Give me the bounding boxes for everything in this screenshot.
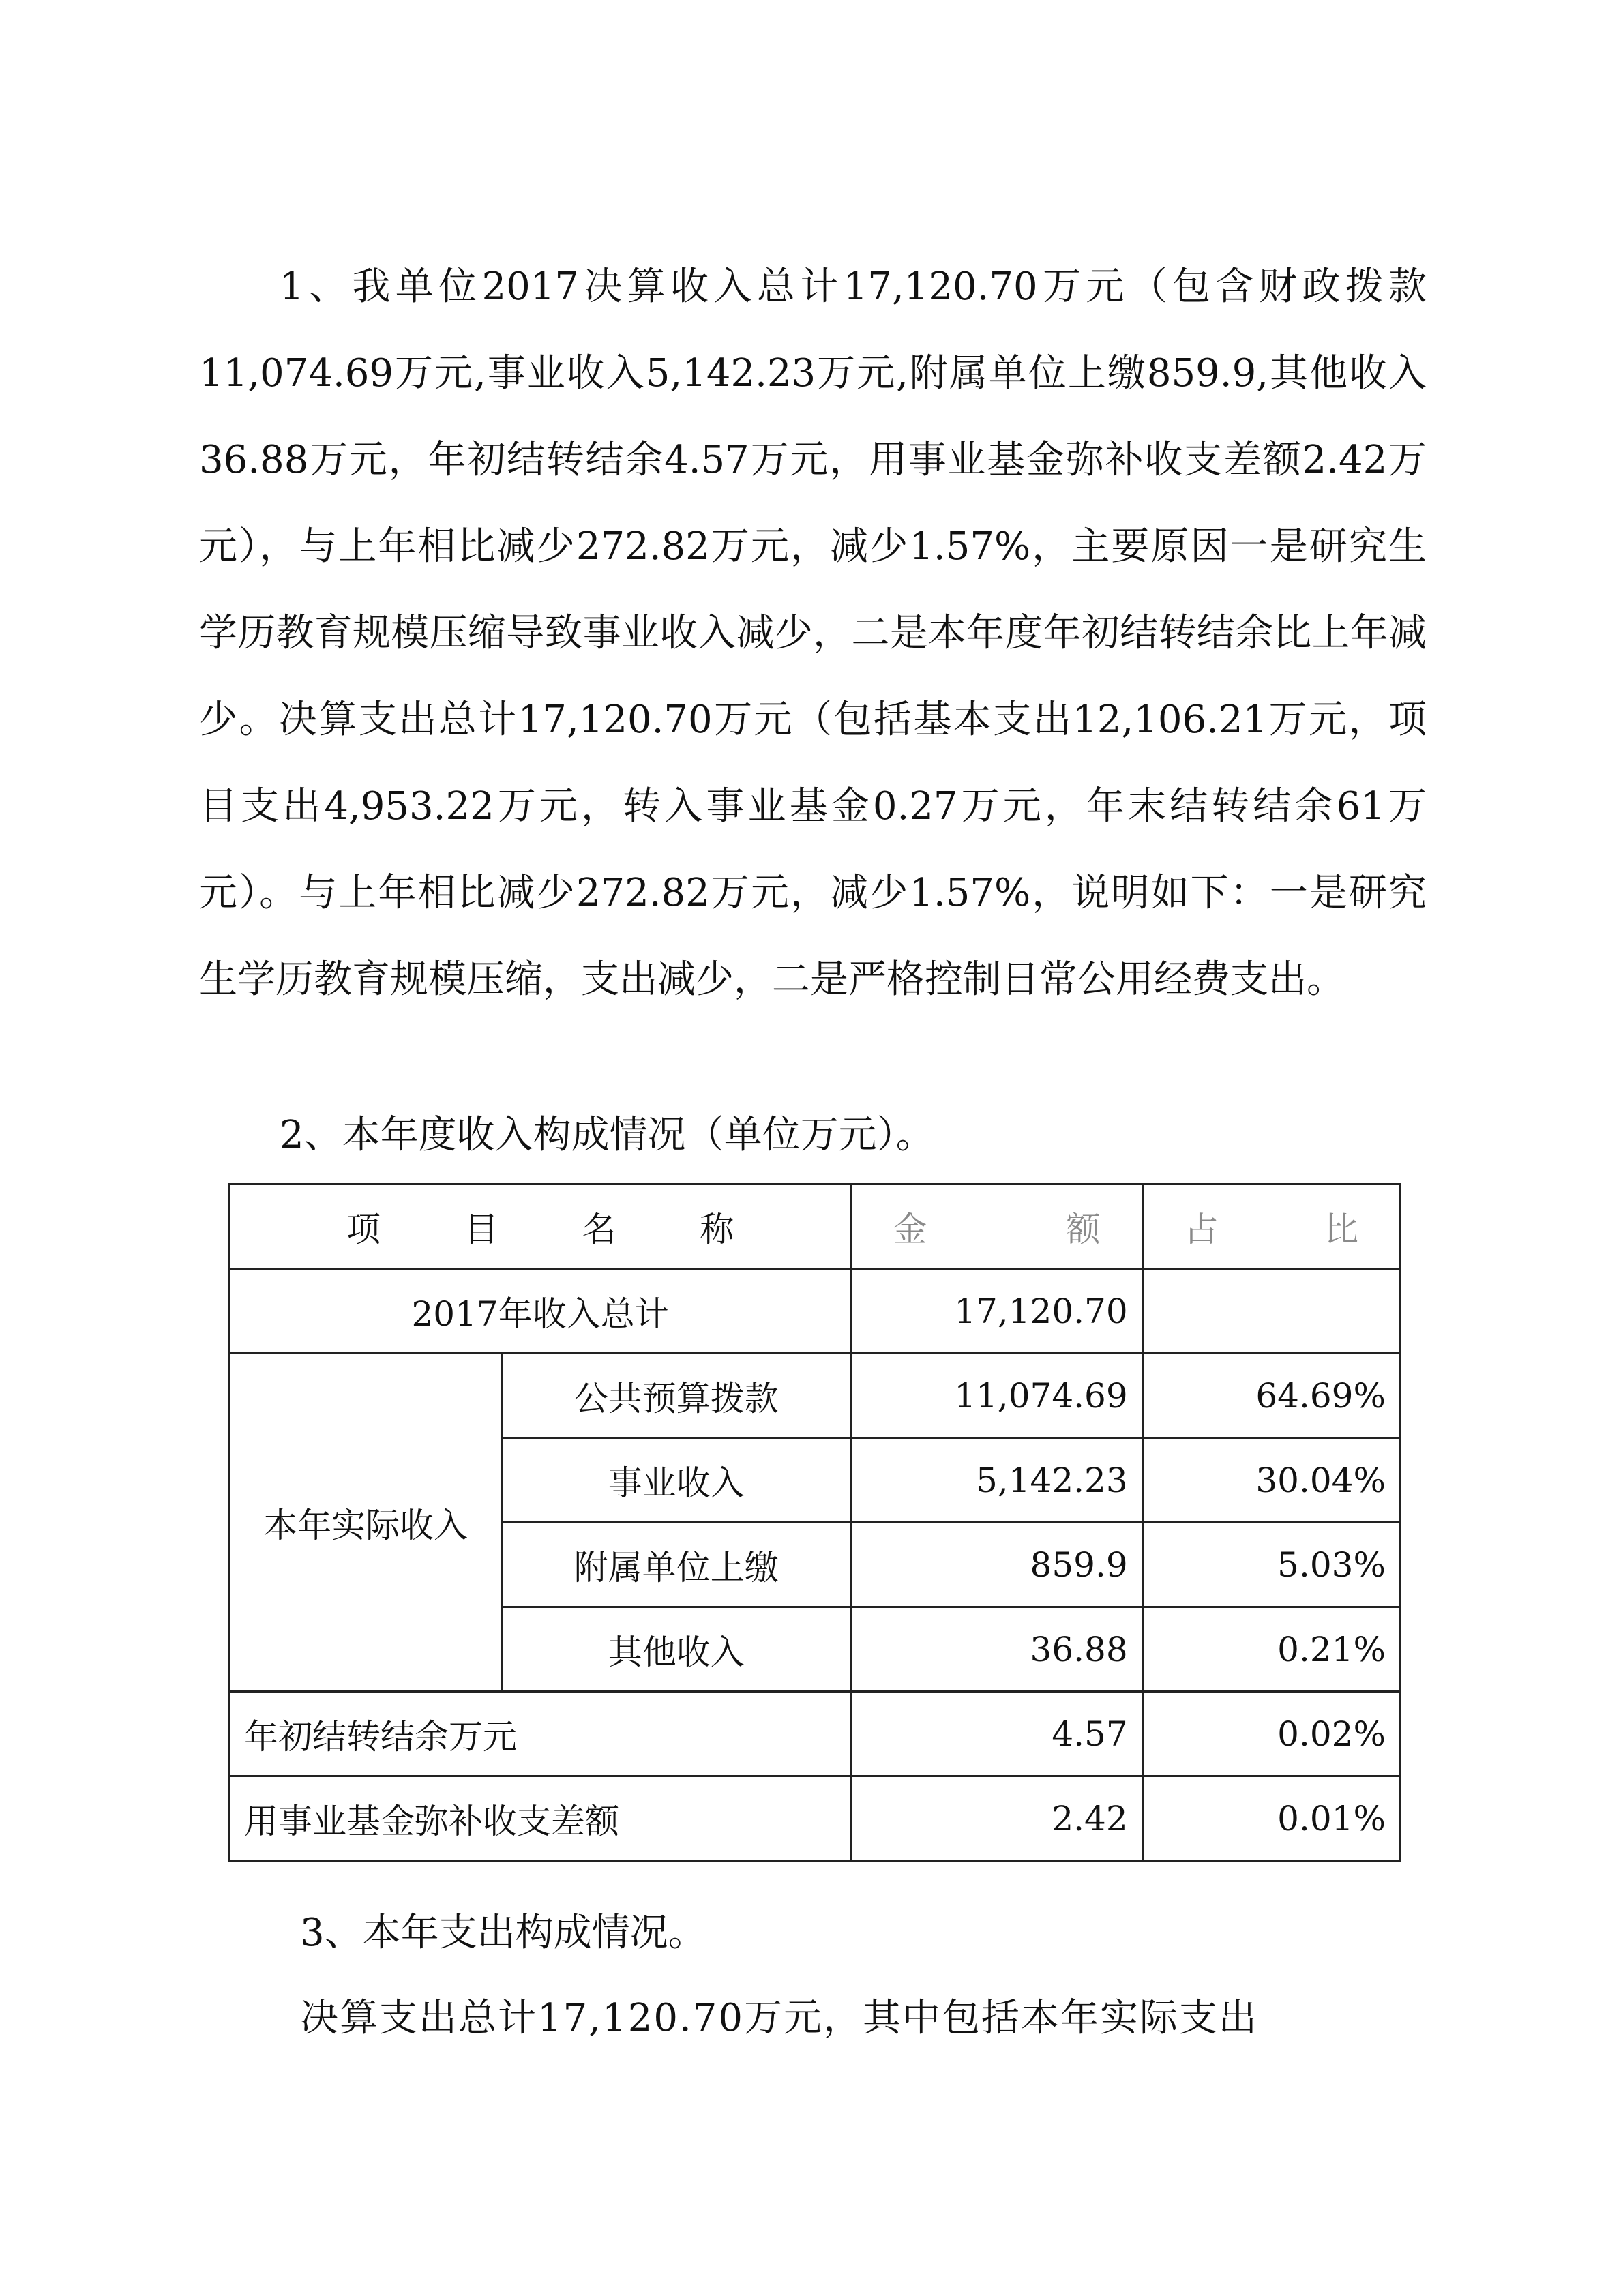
header-char: 项	[346, 1209, 381, 1249]
table-row-carryover	[230, 1692, 1401, 1776]
group-label-actual-income: 本年实际收入	[230, 1354, 502, 1692]
table-header-row	[230, 1184, 1401, 1269]
total-label: 2017年收入总计	[230, 1269, 851, 1354]
section-heading-income-composition: 2、本年度收入构成情况（单位万元）。	[280, 1113, 934, 1157]
row-name: 其他收入	[502, 1607, 851, 1692]
header-char: 目	[464, 1209, 498, 1249]
row-amount: 11,074.69	[851, 1354, 1142, 1438]
header-char: 称	[700, 1209, 734, 1249]
carryover-ratio: 0.02%	[1142, 1692, 1400, 1776]
table-row-fund	[230, 1776, 1401, 1861]
table-row	[230, 1354, 1401, 1438]
row-ratio: 5.03%	[1142, 1523, 1400, 1607]
fund-ratio: 0.01%	[1142, 1776, 1400, 1861]
fund-amount: 2.42	[851, 1776, 1142, 1861]
row-name: 附属单位上缴	[502, 1523, 851, 1607]
carryover-label: 年初结转结余万元	[230, 1692, 851, 1776]
row-ratio: 30.04%	[1142, 1438, 1400, 1523]
row-amount: 859.9	[851, 1523, 1142, 1607]
carryover-amount: 4.57	[851, 1692, 1142, 1776]
header-char: 金	[893, 1209, 927, 1249]
header-item-name	[230, 1184, 851, 1269]
header-char: 额	[1066, 1209, 1101, 1249]
header-char: 比	[1324, 1209, 1358, 1249]
total-ratio-empty	[1142, 1269, 1400, 1354]
row-ratio: 64.69%	[1142, 1354, 1400, 1438]
income-composition-table	[228, 1183, 1401, 1862]
paragraph-expenditure-summary: 决算支出总计17,120.70万元，其中包括本年实际支出	[300, 1996, 1259, 2040]
header-char: 占	[1184, 1209, 1219, 1249]
row-ratio: 0.21%	[1142, 1607, 1400, 1692]
row-name: 公共预算拨款	[502, 1354, 851, 1438]
header-ratio	[1142, 1184, 1400, 1269]
paragraph-income-summary: 1、我单位2017决算收入总计17,120.70万元（包含财政拨款11,074.69万元,事业收入5,142.23万元,附属单位上缴859.9,其他收入36.88万元，年初结转结余4.57万元，用事业基金弥补收支差额2.42万元），与上年相比减少272.82万元，减少1.57%，主要原因一是研究生学历教育规模压缩导致事业收入减少，二是本年度年初结转结余比上年减少。决算支出总计17,120.70万元（包括基本支出12,106.21万元，项目支出4,953.22万元，转入事业基金0.27万元，年末结转结余61万元）。与上年相比减少272.82万元，减少1.57%，说明如下：一是研究生学历教育规模压缩，支出减少，二是严格控制日常公用经费支出。	[199, 265, 1427, 1002]
section-heading-expenditure-composition: 3、本年支出构成情况。	[300, 1911, 706, 1955]
header-amount	[851, 1184, 1142, 1269]
row-amount: 5,142.23	[851, 1438, 1142, 1523]
total-amount: 17,120.70	[851, 1269, 1142, 1354]
row-name: 事业收入	[502, 1438, 851, 1523]
table-row-total	[230, 1269, 1401, 1354]
fund-label: 用事业基金弥补收支差额	[230, 1776, 851, 1861]
row-amount: 36.88	[851, 1607, 1142, 1692]
header-char: 名	[582, 1209, 616, 1249]
